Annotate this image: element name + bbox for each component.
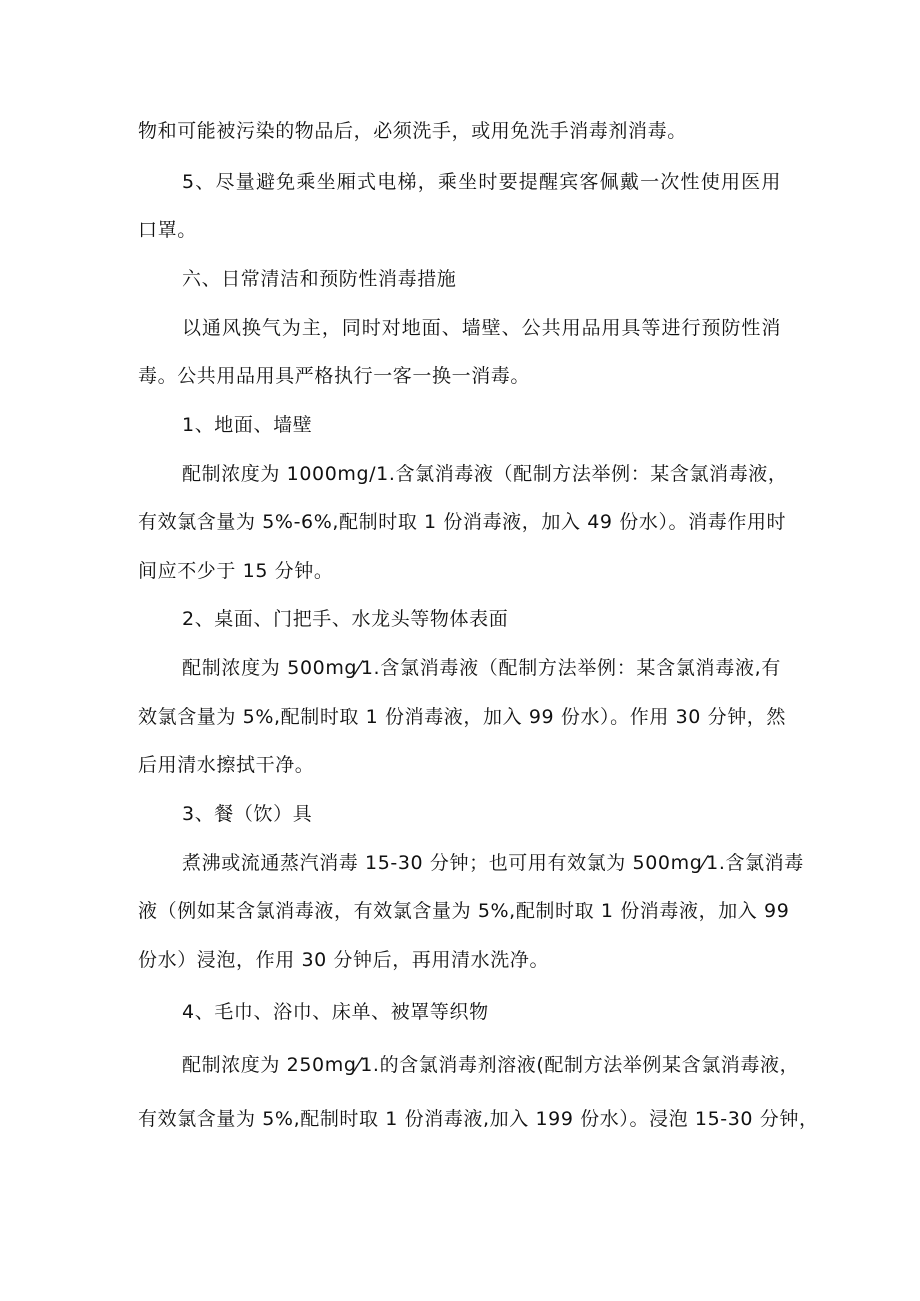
subheading-3: 3、餐（饮）具 <box>182 803 313 825</box>
item-5-line: 5、尽量避免乘坐厢式电梯，乘坐时要提醒宾客佩戴一次性使用医用 <box>182 171 781 193</box>
paragraph-line: 配制浓度为 1000mg/1.含氯消毒液（配制方法举例：某含氯消毒液， <box>182 463 788 485</box>
paragraph-line: 份水）浸泡，作用 30 分钟后，再用清水洗净。 <box>138 949 550 971</box>
paragraph-line: 毒。公共用品用具严格执行一客一换一消毒。 <box>138 365 531 387</box>
paragraph-line: 有效氯含量为 5%,配制时取 1 份消毒液,加入 199 份水）。浸泡 15-30 分钟， <box>138 1108 819 1130</box>
paragraph-line: 配制浓度为 500mg⁄1.含氯消毒液（配制方法举例：某含氯消毒液,有 <box>182 657 781 679</box>
paragraph-line: 煮沸或流通蒸汽消毒 15-30 分钟；也可用有效氯为 500mg⁄1.含氯消毒 <box>182 852 804 874</box>
subheading-4: 4、毛巾、浴巾、床单、被罩等织物 <box>182 1001 489 1023</box>
section-heading: 六、日常清洁和预防性消毒措施 <box>182 268 457 290</box>
paragraph-line: 间应不少于 15 分钟。 <box>138 560 334 582</box>
subheading-2: 2、桌面、门把手、水龙头等物体表面 <box>182 608 509 630</box>
subheading-1: 1、地面、墙壁 <box>182 414 313 436</box>
paragraph-line: 以通风换气为主，同时对地面、墙壁、公共用品用具等进行预防性消 <box>182 317 781 339</box>
paragraph-line: 后用清水擦拭干净。 <box>138 754 315 776</box>
paragraph-line: 有效氯含量为 5%-6%,配制时取 1 份消毒液，加入 49 份水）。消毒作用时 <box>138 511 787 533</box>
paragraph-line: 效氯含量为 5%,配制时取 1 份消毒液，加入 99 份水）。作用 30 分钟，然 <box>138 706 787 728</box>
paragraph-line: 口罩。 <box>138 219 197 241</box>
paragraph-line: 物和可能被污染的物品后，必须洗手，或用免洗手消毒剂消毒。 <box>138 120 687 142</box>
paragraph-line: 液（例如某含氯消毒液，有效氯含量为 5%,配制时取 1 份消毒液，加入 99 <box>138 900 790 922</box>
paragraph-line: 配制浓度为 250mg⁄1.的含氯消毒剂溶液(配制方法举例某含氯消毒液， <box>182 1054 800 1076</box>
